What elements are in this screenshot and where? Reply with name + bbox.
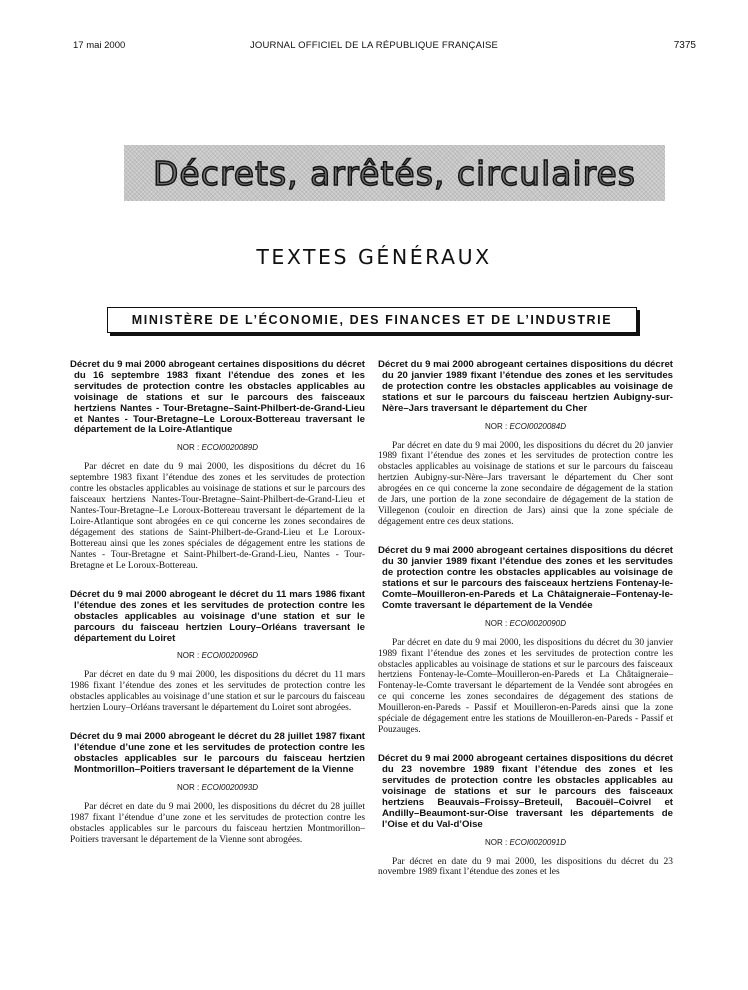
decree-title: Décret du 9 mai 2000 abrogeant le décret du 11 mars 1986 fixant l’étendue des zones et les servitudes de protection contre les obstacles applicables au voisinage d’une station et sur le parcours du faisceau hertzien Loury–Orléans traversant le département du Loiret [70, 588, 365, 644]
nor-label: NOR : [485, 618, 508, 628]
nor-code: ECOI0020084D [509, 421, 566, 431]
decree-body: Par décret en date du 9 mai 2000, les dispositions du décret du 16 septembre 1983 fixant l’étendue des zones et les servitudes de protection contre les obstacles applicables au voisinage de stations et sur le parcours des faisceaux hertziens Nantes-Tour-Bretagne–Saint-Philbert-de-Grand-Lieu et Nantes-Tour-Bretagne–Le Loroux-Bottereau traversant le département de la Loire-Atlantique sont abrogées en ce qui concerne les zones secondaires de dégagement des stations de Saint-Philbert-de-Grand-Lieu et Le Loroux-Bottereau ainsi que les zones spéciales de dégagement entre les stations de Nantes - Tour-Bretagne et Saint-Philbert-de-Grand-Lieu, Nantes - Tour-Bretagne et Le Loroux-Bottereau. [70, 462, 365, 571]
nor-reference [378, 838, 673, 847]
nor-reference [70, 443, 365, 452]
nor-reference [378, 422, 673, 431]
nor-label: NOR : [177, 443, 200, 453]
decree-body: Par décret en date du 9 mai 2000, les dispositions du décret du 30 janvier 1989 fixant l’étendue des zones et les servitudes de protection contre les obstacles applicables au voisinage de stations et sur le parcours des faisceaux hertziens Fontenay-le-Comte–Mouilleron-en-Pareds et La Châtaigneraie–Fontenay-le-Comte traversant le département de la Vendée sont abrogées en ce qui concerne les zones secondaires de dégagement des stations de Mouilleron-en-Pareds - Passif et Mouilleron-en-Pareds ainsi que la zone spéciale de dégagement entre les stations de Mouilleron-en-Pareds - Passif et Pouzauges. [378, 637, 673, 736]
nor-code: ECOI0020090D [509, 618, 566, 628]
decree-title: Décret du 9 mai 2000 abrogeant le décret du 28 juillet 1987 fixant l’étendue d’une zone et les servitudes de protection contre les obstacles applicables sur le parcours du faisceau hertzien Montmorillon–Poitiers traversant le département de la Vienne [70, 731, 365, 775]
decree-article [378, 360, 673, 528]
decree-title: Décret du 9 mai 2000 abrogeant certaines dispositions du décret du 20 janvier 1989 fixant l’étendue des zones et les servitudes de protection contre les obstacles applicables au voisinage de stations et sur le parcours du faisceau hertzien Aubigny-sur-Nère–Jars traversant le département du Cher [378, 359, 673, 414]
decree-body: Par décret en date du 9 mai 2000, les dispositions du décret du 28 juillet 1987 fixant l’étendue d’une zone et les servitudes de protection contre les obstacles applicables sur le parcours du faisceau hertzien Montmorillon–Poitiers traversant le département de la Vienne sont abrogées. [70, 801, 365, 845]
page-number: 7375 [673, 40, 696, 51]
right-column [378, 360, 673, 896]
decree-article [70, 590, 365, 714]
journal-title: JOURNAL OFFICIEL DE LA RÉPUBLIQUE FRANÇAISE [249, 40, 499, 51]
decree-title: Décret du 9 mai 2000 abrogeant certaines dispositions du décret du 30 janvier 1989 fixant l’étendue des zones et les servitudes de protection contre les obstacles applicables au voisinage de stations et sur le parcours des faisceaux hertziens Fontenay-le-Comte–Mouilleron-en-Pareds et La Châtaigneraie–Fontenay-le-Comte traversant le département de la Vendée [378, 545, 673, 611]
left-column [70, 360, 365, 864]
nor-label: NOR : [177, 651, 200, 661]
decree-title: Décret du 9 mai 2000 abrogeant certaines dispositions du décret du 23 novembre 1989 fixant l’étendue des zones et les servitudes de protection contre les obstacles applicables au voisinage de stations et sur le parcours des faisceaux hertziens Beauvais–Froissy–Breteuil, Bacouël–Coivrel et Andilly–Beaumont-sur-Oise traversant les départements de l’Oise et du Val-d’Oise [378, 753, 673, 830]
decree-body: Par décret en date du 9 mai 2000, les dispositions du décret du 23 novembre 1989 fixant l’étendue des zones et les [378, 856, 673, 878]
nor-reference [70, 651, 365, 660]
nor-reference [70, 783, 365, 792]
nor-reference [378, 619, 673, 628]
decree-title: Décret du 9 mai 2000 abrogeant certaines dispositions du décret du 16 septembre 1983 fixant l’étendue des zones et les servitudes de protection contre les obstacles applicables au voisinage de stations et sur le parcours des faisceaux hertziens Nantes - Tour-Bretagne–Saint-Philbert-de-Grand-Lieu et Nantes - Tour-Bretagne–Le Loroux-Bottereau traversant le département de la Loire-Atlantique [70, 359, 365, 436]
decree-article [378, 546, 673, 736]
section-title: TEXTES GÉNÉRAUX [256, 245, 492, 269]
section-banner [124, 145, 665, 201]
decree-body: Par décret en date du 9 mai 2000, les dispositions du décret du 11 mars 1986 fixant l’étendue des zones et les servitudes de protection contre les obstacles applicables au voisinage d’une station et sur le parcours du faisceau hertzien Loury–Orléans traversant le département du Loiret sont abrogées. [70, 670, 365, 714]
nor-label: NOR : [177, 782, 200, 792]
nor-code: ECOI0020096D [201, 651, 258, 661]
decree-article [378, 754, 673, 878]
decree-article [70, 732, 365, 845]
nor-code: ECOI0020093D [201, 782, 258, 792]
ministry-box: MINISTÈRE DE L’ÉCONOMIE, DES FINANCES ET DE L’INDUSTRIE [107, 307, 637, 333]
decree-body: Par décret en date du 9 mai 2000, les dispositions du décret du 20 janvier 1989 fixant l’étendue des zones et les servitudes de protection contre les obstacles applicables au voisinage de stations et sur le parcours du faisceau hertzien Aubigny-sur-Nère–Jars traversant le département du Cher sont abrogées en ce qui concerne la zone secondaire de dégagement de la station de Jars, une portion de la zone secondaire de dégagement de la station de Villegenon (couloir en direction de Jars) ainsi que la zone spéciale de dégagement entre ces deux stations. [378, 440, 673, 528]
nor-label: NOR : [485, 421, 508, 431]
decree-article [70, 360, 365, 572]
nor-label: NOR : [485, 837, 508, 847]
nor-code: ECOI0020091D [509, 837, 566, 847]
banner-title: Décrets, arrêtés, circulaires [153, 153, 636, 193]
nor-code: ECOI0020089D [201, 443, 258, 453]
header-date: 17 mai 2000 [73, 40, 126, 51]
